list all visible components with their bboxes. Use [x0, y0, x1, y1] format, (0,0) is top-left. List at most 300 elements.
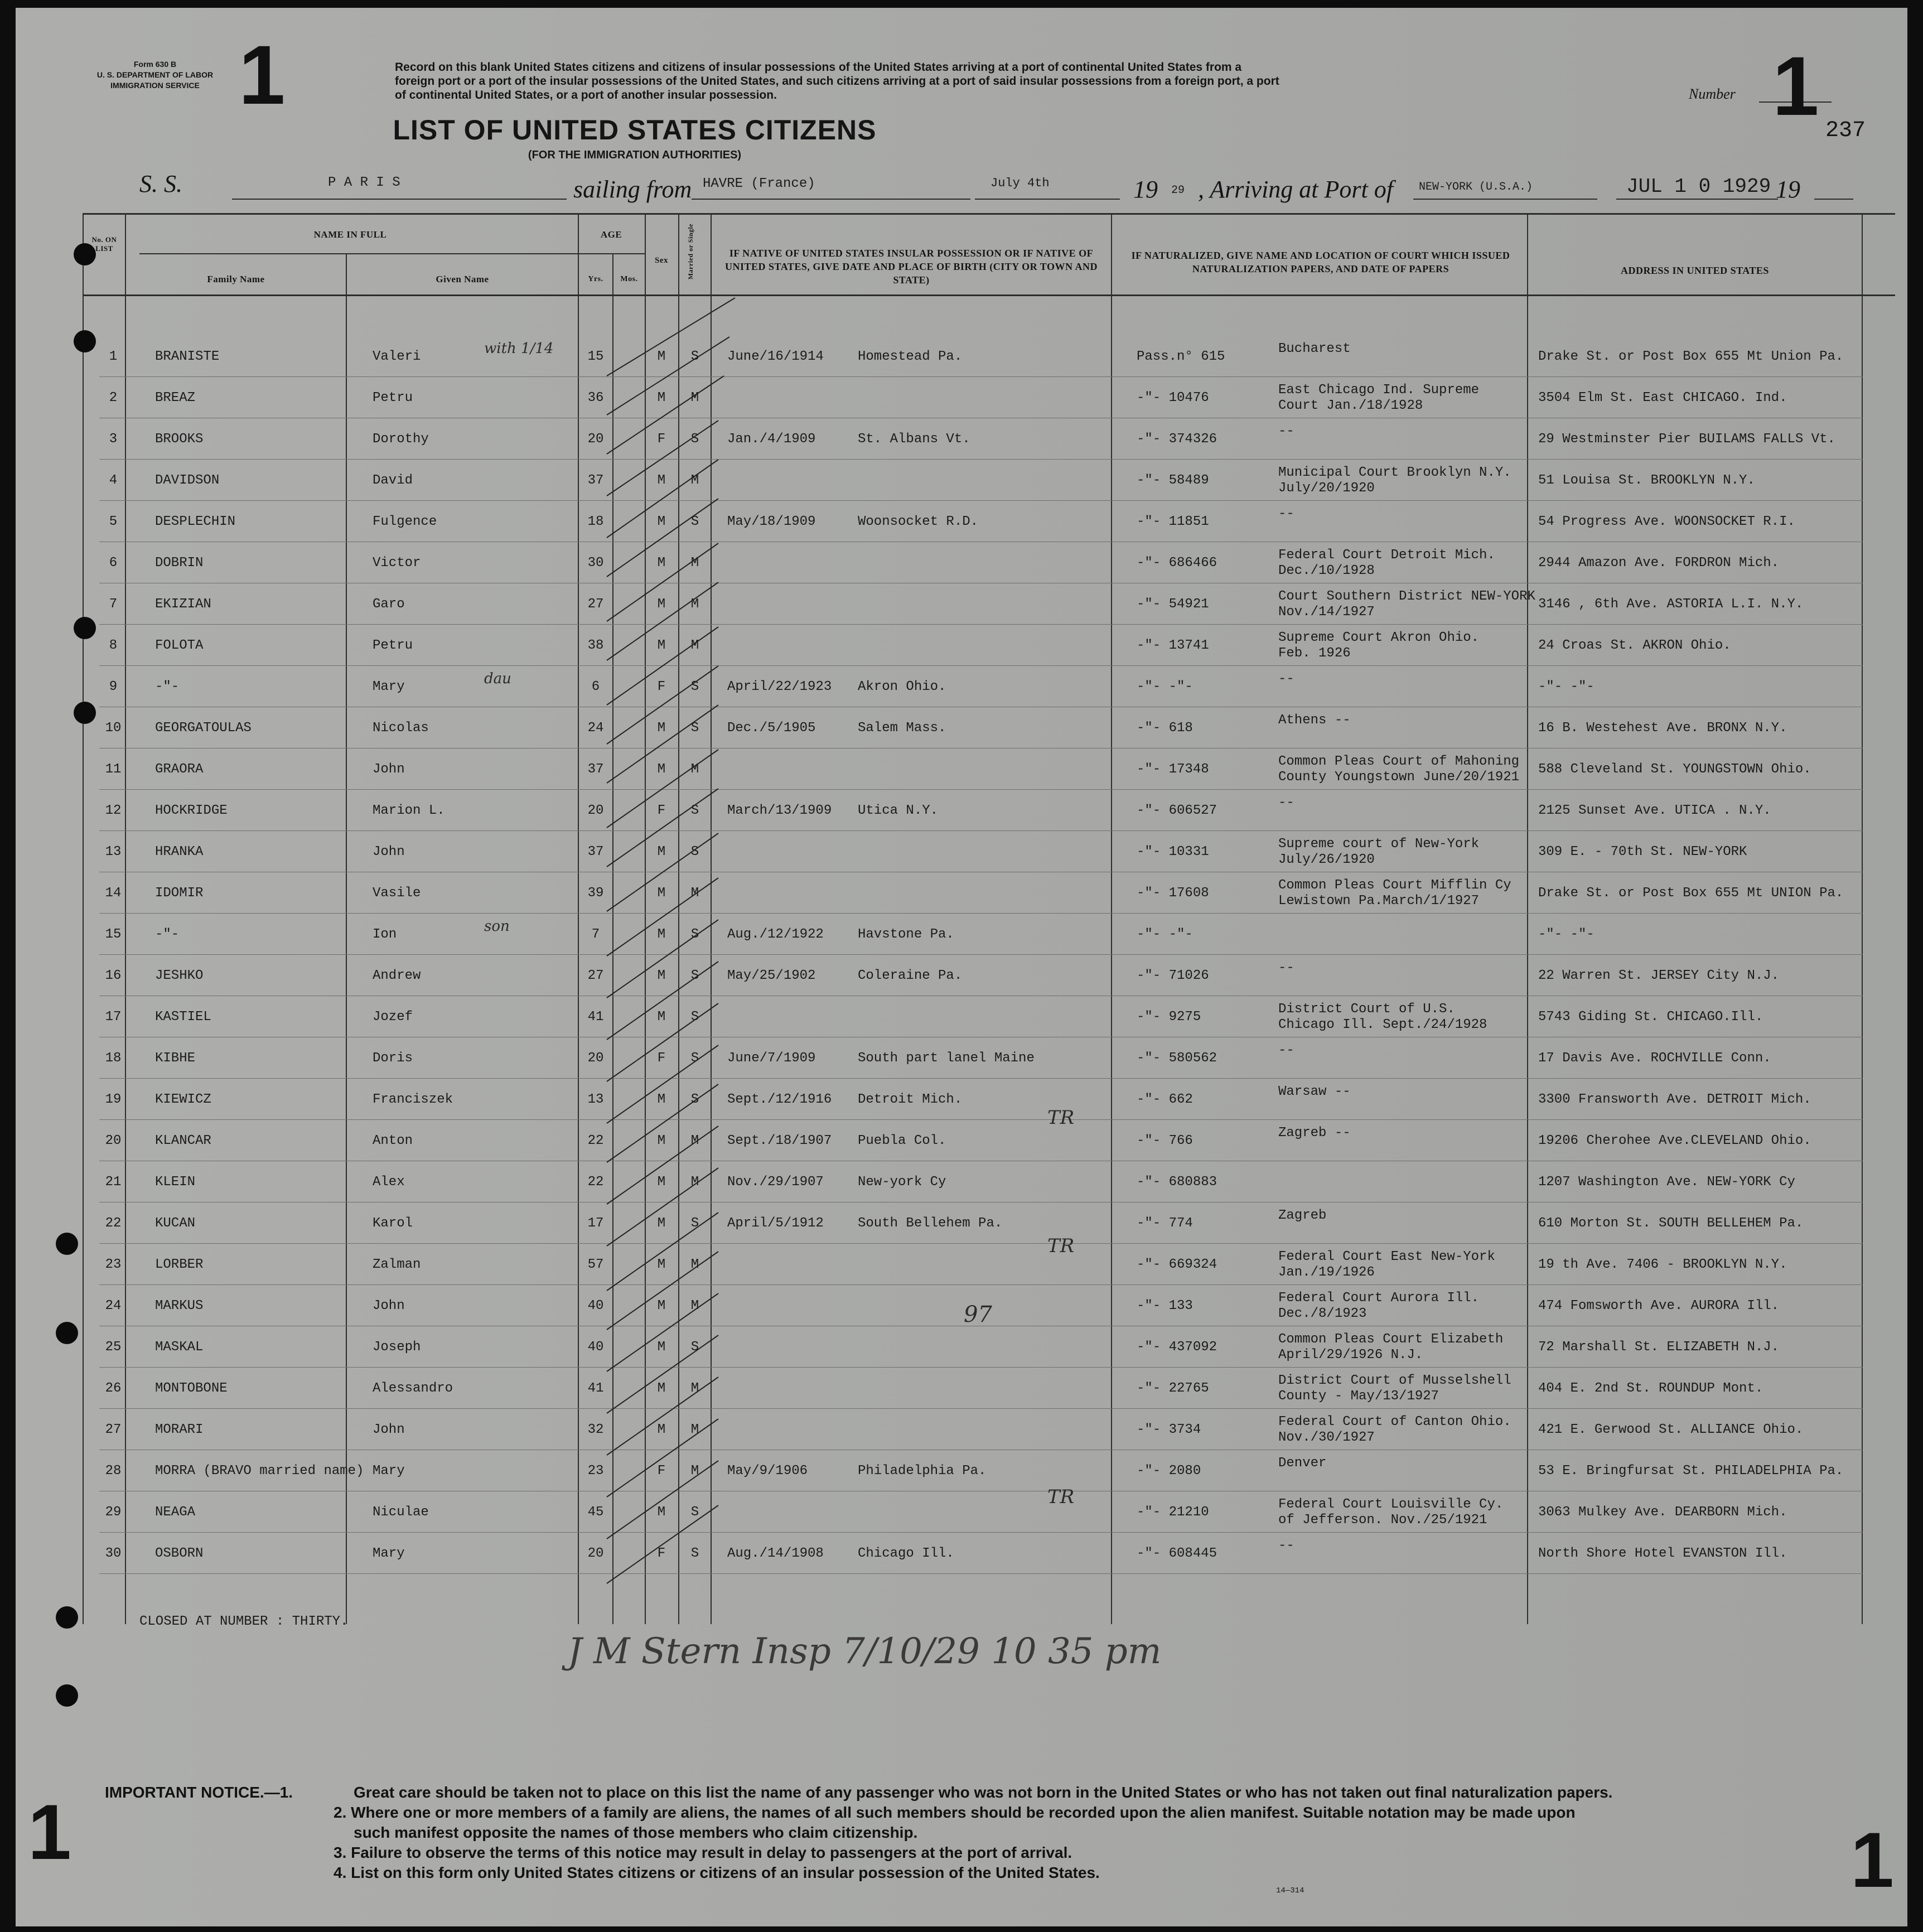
cell-family: IDOMIR — [155, 886, 204, 901]
cell-given: Alex — [373, 1175, 405, 1190]
cell-address: 3504 Elm St. East CHICAGO. Ind. — [1538, 390, 1787, 405]
cell-court-line: Common Pleas Court Elizabeth — [1278, 1332, 1504, 1347]
cell-court-line: Zagreb -- — [1278, 1126, 1351, 1141]
cell-age: 37 — [587, 762, 604, 777]
cell-ms: S — [690, 349, 699, 364]
cell-ms: M — [690, 638, 699, 653]
cell-bdate: April/22/1923 — [727, 679, 832, 694]
ss-label: S. S. — [139, 170, 182, 197]
cell-age: 18 — [587, 514, 604, 529]
cell-bplace: Akron Ohio. — [858, 679, 946, 694]
cell-ms: M — [690, 1257, 699, 1272]
cell-pass: -"- 669324 — [1137, 1257, 1217, 1272]
cell-sex: M — [657, 927, 666, 942]
cell-bdate: May/9/1906 — [727, 1464, 808, 1479]
cell-court2-line: Nov./14/1927 — [1278, 605, 1375, 620]
cell-sex: M — [657, 597, 666, 612]
cell-pass: -"- 580562 — [1137, 1051, 1217, 1066]
cell-address: 421 E. Gerwood St. ALLIANCE Ohio. — [1538, 1422, 1804, 1437]
cell-pass: -"- 54921 — [1137, 597, 1209, 612]
cell-given: Ion — [373, 927, 397, 942]
cell-no: 25 — [105, 1340, 122, 1355]
cell-sex: M — [657, 1133, 666, 1148]
cell-court-line: District Court of U.S. — [1278, 1002, 1455, 1017]
header-no-on-list: No. ON LIST — [91, 235, 117, 253]
cell-given: Joseph — [373, 1340, 421, 1355]
sailing-from-label: sailing from — [573, 176, 692, 203]
cell-age: 40 — [587, 1340, 604, 1355]
cell-age: 22 — [587, 1133, 604, 1148]
cell-court-line: Denver — [1278, 1456, 1327, 1471]
cell-court-line: Federal Court Aurora Ill. — [1278, 1291, 1480, 1306]
cell-bdate: May/18/1909 — [727, 514, 816, 529]
cell-bplace: Philadelphia Pa. — [858, 1464, 987, 1479]
cell-age: 22 — [587, 1175, 604, 1190]
cell-pass: -"- 774 — [1137, 1216, 1193, 1231]
cell-given: Mary — [373, 679, 405, 694]
cell-court-line: -- — [1278, 424, 1294, 439]
cell-age: 15 — [587, 349, 604, 364]
cell-sex: M — [657, 1092, 666, 1107]
cell-ms: S — [690, 1505, 699, 1520]
cell-no: 28 — [105, 1464, 122, 1479]
cell-address: -"- -"- — [1538, 927, 1595, 942]
cell-given: John — [373, 1298, 405, 1313]
cell-no: 2 — [109, 390, 118, 405]
notice-line-1: Great care should be taken not to place on this list the name of any passenger who was not born in the United States or who has not taken out final naturalization papers. — [354, 1784, 1613, 1801]
cell-age: 20 — [587, 803, 604, 818]
header-sex: Sex — [655, 256, 668, 265]
cell-pass: -"- 133 — [1137, 1298, 1193, 1313]
cell-no: 21 — [105, 1175, 122, 1190]
cell-bplace: South Bellehem Pa. — [858, 1216, 1003, 1231]
cell-bplace: Detroit Mich. — [858, 1092, 963, 1107]
cell-no: 8 — [109, 638, 118, 653]
cell-bplace: South part lanel Maine — [858, 1051, 1035, 1066]
punch-hole — [74, 702, 96, 724]
cell-address: 19206 Cherohee Ave.CLEVELAND Ohio. — [1538, 1133, 1811, 1148]
cell-sex: F — [657, 432, 666, 447]
notice-line-3: 3. Failure to observe the terms of this notice may result in delay to passengers at the port of arrival. — [334, 1844, 1072, 1861]
cell-sex: M — [657, 968, 666, 983]
cell-address: North Shore Hotel EVANSTON Ill. — [1538, 1546, 1787, 1561]
document-subtitle: (FOR THE IMMIGRATION AUTHORITIES) — [528, 149, 742, 161]
header-given-name: Given Name — [436, 274, 489, 284]
cell-age: 23 — [587, 1464, 604, 1479]
cell-bplace: New-york Cy — [858, 1175, 946, 1190]
cell-sex: M — [657, 1010, 666, 1025]
cell-age: 27 — [587, 597, 604, 612]
cell-sex: M — [657, 556, 666, 571]
cell-bplace: Havstone Pa. — [858, 927, 954, 942]
cell-age: 6 — [591, 679, 600, 694]
header-address: ADDRESS IN UNITED STATES — [1621, 265, 1769, 276]
cell-sex: F — [657, 679, 666, 694]
cell-court-line: -- — [1278, 795, 1294, 810]
print-code: 14—314 — [1276, 1886, 1304, 1895]
cell-court-line: East Chicago Ind. Supreme — [1278, 383, 1480, 398]
cell-no: 3 — [109, 432, 118, 447]
cell-ms: S — [690, 927, 699, 942]
cell-sex: M — [657, 1340, 666, 1355]
cell-court2-line: July/26/1920 — [1278, 852, 1375, 867]
cell-bdate: Sept./18/1907 — [727, 1133, 832, 1148]
cell-court-line: Municipal Court Brooklyn N.Y. — [1278, 465, 1511, 480]
cell-age: 13 — [587, 1092, 604, 1107]
cell-no: 9 — [109, 679, 118, 694]
cell-court-line: Common Pleas Court of Mahoning — [1278, 754, 1520, 769]
cell-given: Jozef — [373, 1010, 413, 1025]
cell-sex: M — [657, 1216, 666, 1231]
cell-pass: -"- 3734 — [1137, 1422, 1201, 1437]
cell-age: 41 — [587, 1381, 604, 1396]
cell-no: 5 — [109, 514, 118, 529]
cell-ms: S — [690, 1092, 699, 1107]
inspector-signature: J M Stern Insp 7/10/29 10 35 pm — [568, 1631, 1162, 1672]
cell-given: John — [373, 844, 405, 859]
cell-court2-line: Dec./8/1923 — [1278, 1306, 1367, 1321]
header-age: AGE — [600, 229, 622, 240]
cell-family: KLEIN — [155, 1175, 196, 1190]
cell-address: 309 E. - 70th St. NEW-YORK — [1538, 844, 1747, 859]
form-number: Form 630 B — [133, 60, 177, 69]
cell-court2-line: County Youngstown June/20/1921 — [1278, 770, 1520, 785]
cell-court-line: Zagreb — [1278, 1208, 1327, 1223]
form-page — [16, 8, 1907, 1926]
header-naturalization: IF NATURALIZED, GIVE NAME AND LOCATION OF COURT WHICH ISSUED NATURALIZATION PAPERS, AND DATE OF PAPERS — [1131, 250, 1510, 274]
cell-given: Marion L. — [373, 803, 445, 818]
cell-bdate: April/5/1912 — [727, 1216, 824, 1231]
cell-sex: M — [657, 1298, 666, 1313]
cell-court-line: Supreme court of New-York — [1278, 837, 1480, 852]
cell-court-line: Federal Court Louisville Cy. — [1278, 1497, 1504, 1512]
cell-ms: M — [690, 1298, 699, 1313]
list-number: 1 — [1772, 39, 1819, 133]
cell-family: NEAGA — [155, 1505, 196, 1520]
cell-family: FOLOTA — [155, 638, 204, 653]
cell-given: Alessandro — [373, 1381, 453, 1396]
cell-address: 29 Westminster Pier BUILAMS FALLS Vt. — [1538, 432, 1835, 447]
cell-address: 1207 Washington Ave. NEW-YORK Cy — [1538, 1175, 1795, 1190]
cell-court-line: Federal Court East New-York — [1278, 1249, 1495, 1264]
cell-address: -"- -"- — [1538, 679, 1595, 694]
cell-court-line: Supreme Court Akron Ohio. — [1278, 630, 1480, 645]
cell-ms: M — [690, 1175, 699, 1190]
cell-ms: M — [690, 473, 699, 488]
cell-family: -"- — [155, 679, 180, 694]
cell-no: 6 — [109, 556, 118, 571]
corner-mark-right: 1 — [1850, 1816, 1894, 1904]
cell-address: 22 Warren St. JERSEY City N.J. — [1538, 968, 1780, 983]
cell-bdate: June/7/1909 — [727, 1051, 816, 1066]
cell-pass: -"- 9275 — [1137, 1010, 1201, 1025]
service-name: IMMIGRATION SERVICE — [110, 81, 200, 90]
cell-court2-line: Nov./30/1927 — [1278, 1430, 1375, 1445]
cell-court-line: -- — [1278, 960, 1294, 975]
cell-pass: -"- 10476 — [1137, 390, 1209, 405]
cell-court-line: Court Southern District NEW-YORK — [1278, 589, 1535, 604]
header-married-or-single: Married or Single — [687, 223, 694, 280]
cell-bplace: Puebla Col. — [858, 1133, 946, 1148]
cell-family: MORARI — [155, 1422, 204, 1437]
header-family-name: Family Name — [207, 274, 265, 284]
cell-age: 30 — [587, 556, 604, 571]
cell-court2-line: Chicago Ill. Sept./24/1928 — [1278, 1017, 1487, 1032]
cell-no: 17 — [105, 1010, 122, 1025]
cell-family: GRAORA — [155, 762, 204, 777]
sailing-date: July 4th — [991, 176, 1050, 190]
cell-court2-line: Dec./10/1928 — [1278, 563, 1375, 578]
cell-bplace: Woonsocket R.D. — [858, 514, 979, 529]
cell-no: 15 — [105, 927, 122, 942]
cell-family: DESPLECHIN — [155, 514, 236, 529]
cell-given: Andrew — [373, 968, 421, 983]
cell-pass: -"- 58489 — [1137, 473, 1209, 488]
cell-note: with 1/14 — [484, 340, 554, 357]
arrival-date-stamp: JUL 1 0 1929 — [1626, 175, 1771, 198]
cell-address: 51 Louisa St. BROOKLYN N.Y. — [1538, 473, 1755, 488]
margin-note-tr: TR — [1047, 1486, 1075, 1508]
cell-bdate: May/25/1902 — [727, 968, 816, 983]
cell-sex: F — [657, 803, 666, 818]
cell-family: HRANKA — [155, 844, 204, 859]
cell-bdate: June/16/1914 — [727, 349, 824, 364]
ship-name: P A R I S — [328, 175, 400, 190]
cell-no: 12 — [105, 803, 122, 818]
cell-pass: -"- 22765 — [1137, 1381, 1209, 1396]
cell-bplace: Coleraine Pa. — [858, 968, 963, 983]
cell-sex: M — [657, 844, 666, 859]
cell-pass: -"- 17608 — [1137, 886, 1209, 901]
cell-age: 32 — [587, 1422, 604, 1437]
cell-ms: S — [690, 432, 699, 447]
cell-pass: -"- 374326 — [1137, 432, 1217, 447]
year-suffix: 19 — [1776, 176, 1800, 203]
year-prefix: 19 — [1133, 176, 1158, 203]
punch-hole — [56, 1233, 78, 1255]
margin-note-tr: TR — [1047, 1235, 1075, 1257]
cell-ms: S — [690, 968, 699, 983]
cell-court2-line: Lewistown Pa.March/1/1927 — [1278, 893, 1480, 909]
cell-given: David — [373, 473, 413, 488]
cell-given: Fulgence — [373, 514, 437, 529]
cell-age: 17 — [587, 1216, 604, 1231]
cell-family: MONTOBONE — [155, 1381, 228, 1396]
notice-line-4: 4. List on this form only United States citizens or citizens of an insular possession of the United States. — [334, 1864, 1100, 1881]
cell-bdate: Nov./29/1907 — [727, 1175, 824, 1190]
cell-bplace: Salem Mass. — [858, 721, 946, 736]
instruction-line: Record on this blank United States citizens and citizens of insular possessions of the United States arriving at a port of continental United States from a — [395, 61, 1242, 74]
cell-address: 54 Progress Ave. WOONSOCKET R.I. — [1538, 514, 1795, 529]
cell-sex: M — [657, 886, 666, 901]
cell-given: Karol — [373, 1216, 413, 1231]
cell-no: 22 — [105, 1216, 122, 1231]
cell-age: 41 — [587, 1010, 604, 1025]
cell-family: BREAZ — [155, 390, 196, 405]
punch-hole — [74, 617, 96, 639]
pen-strokes — [607, 298, 735, 1583]
cell-no: 23 — [105, 1257, 122, 1272]
cell-bplace: St. Albans Vt. — [858, 432, 970, 447]
cell-family: DOBRIN — [155, 556, 204, 571]
cell-age: 36 — [587, 390, 604, 405]
cell-age: 39 — [587, 886, 604, 901]
cell-address: 474 Fomsworth Ave. AURORA Ill. — [1538, 1298, 1780, 1313]
cell-given: Valeri — [373, 349, 421, 364]
cell-ms: S — [690, 1051, 699, 1066]
notice-line-2: 2. Where one or more members of a family are aliens, the names of all such members should be recorded upon the alien manifest. Suitable notation may be made upon — [334, 1804, 1576, 1821]
cell-no: 18 — [105, 1051, 122, 1066]
cell-pass: -"- 13741 — [1137, 638, 1209, 653]
cell-no: 24 — [105, 1298, 122, 1313]
cell-pass: -"- 11851 — [1137, 514, 1209, 529]
cell-pass: -"- 766 — [1137, 1133, 1193, 1148]
cell-bplace: Homestead Pa. — [858, 349, 963, 364]
cell-ms: S — [690, 514, 699, 529]
sailing-year: 29 — [1171, 184, 1185, 197]
cell-family: KIBHE — [155, 1051, 196, 1066]
cell-no: 4 — [109, 473, 118, 488]
cell-sex: M — [657, 390, 666, 405]
cell-family: MARKUS — [155, 1298, 204, 1313]
cell-address: 3300 Fransworth Ave. DETROIT Mich. — [1538, 1092, 1811, 1107]
cell-ms: M — [690, 886, 699, 901]
cell-sex: M — [657, 1381, 666, 1396]
cell-given: Zalman — [373, 1257, 421, 1272]
arrival-port: NEW-YORK (U.S.A.) — [1419, 181, 1533, 194]
cell-ms: M — [690, 1133, 699, 1148]
cell-sex: M — [657, 1422, 666, 1437]
cell-given: Nicolas — [373, 721, 429, 736]
cell-no: 16 — [105, 968, 122, 983]
cell-age: 37 — [587, 844, 604, 859]
cell-no: 14 — [105, 886, 122, 901]
cell-court-line: Athens -- — [1278, 713, 1351, 728]
cell-age: 27 — [587, 968, 604, 983]
cell-age: 24 — [587, 721, 604, 736]
cell-address: 19 th Ave. 7406 - BROOKLYN N.Y. — [1538, 1257, 1787, 1272]
header-months: Mos. — [620, 275, 638, 283]
cell-no: 10 — [105, 721, 122, 736]
cell-given: Niculae — [373, 1505, 429, 1520]
cell-address: 72 Marshall St. ELIZABETH N.J. — [1538, 1340, 1780, 1355]
cell-no: 29 — [105, 1505, 122, 1520]
cell-pass: -"- 437092 — [1137, 1340, 1217, 1355]
cell-sex: M — [657, 1257, 666, 1272]
cell-court2-line: Feb. 1926 — [1278, 646, 1351, 661]
cell-family: MASKAL — [155, 1340, 204, 1355]
cell-bplace: Chicago Ill. — [858, 1546, 954, 1561]
cell-address: Drake St. or Post Box 655 Mt Union Pa. — [1538, 349, 1844, 364]
cell-address: 2125 Sunset Ave. UTICA . N.Y. — [1538, 803, 1771, 818]
cell-address: Drake St. or Post Box 655 Mt UNION Pa. — [1538, 886, 1844, 901]
cell-pass: -"- 17348 — [1137, 762, 1209, 777]
cell-bdate: March/13/1909 — [727, 803, 832, 818]
cell-sex: M — [657, 721, 666, 736]
cell-bdate: Aug./12/1922 — [727, 927, 824, 942]
cell-given: Mary — [373, 1546, 405, 1561]
instruction-line: foreign port or a port of the insular possessions of the United States, and such citizens arriving at a port of said insular possessions from a foreign port, a port — [395, 75, 1279, 88]
cell-pass: -"- 618 — [1137, 721, 1193, 736]
notice-line-2-continued: such manifest opposite the names of those members who claim citizenship. — [354, 1824, 918, 1841]
cell-no: 30 — [105, 1546, 122, 1561]
cell-bdate: Sept./12/1916 — [727, 1092, 832, 1107]
punch-hole — [56, 1322, 78, 1344]
cell-family: GEORGATOULAS — [155, 721, 252, 736]
cell-family: KASTIEL — [155, 1010, 211, 1025]
cell-court2-line: July/20/1920 — [1278, 481, 1375, 496]
header-birth-details: IF NATIVE OF UNITED STATES INSULAR POSSESSION OR IF NATIVE OF UNITED STATES, GIVE DATE AND PLACE OF BIRTH (CITY OR TOWN AND STATE) — [725, 248, 1098, 286]
cell-address: 53 E. Bringfursat St. PHILADELPHIA Pa. — [1538, 1464, 1844, 1479]
cell-age: 38 — [587, 638, 604, 653]
cell-address: 24 Croas St. AKRON Ohio. — [1538, 638, 1731, 653]
cell-family: HOCKRIDGE — [155, 803, 228, 818]
cell-no: 7 — [109, 597, 118, 612]
cell-given: Petru — [373, 390, 413, 405]
cell-pass: -"- 21210 — [1137, 1505, 1209, 1520]
cell-address: 3063 Mulkey Ave. DEARBORN Mich. — [1538, 1505, 1787, 1520]
closing-statement: CLOSED AT NUMBER : THIRTY. — [139, 1614, 349, 1629]
cell-address: 2944 Amazon Ave. FORDRON Mich. — [1538, 556, 1780, 571]
cell-pass: -"- 2080 — [1137, 1464, 1201, 1479]
cell-address: 3146 , 6th Ave. ASTORIA L.I. N.Y. — [1538, 597, 1804, 612]
cell-pass: -"- 680883 — [1137, 1175, 1217, 1190]
cell-sex: F — [657, 1546, 666, 1561]
cell-ms: S — [690, 803, 699, 818]
department-name: U. S. DEPARTMENT OF LABOR — [96, 70, 214, 79]
cell-ms: M — [690, 762, 699, 777]
cell-sex: M — [657, 514, 666, 529]
cell-court-line: Federal Court Detroit Mich. — [1278, 548, 1495, 563]
cell-court2-line: April/29/1926 N.J. — [1278, 1347, 1423, 1363]
cell-pass: -"- 662 — [1137, 1092, 1193, 1107]
cell-family: BRANISTE — [155, 349, 220, 364]
margin-note-number: 97 — [964, 1302, 992, 1327]
cell-ms: S — [690, 1546, 699, 1561]
cell-given: Petru — [373, 638, 413, 653]
cell-given: Franciszek — [373, 1092, 453, 1107]
cell-given: Doris — [373, 1051, 413, 1066]
cell-given: Garo — [373, 597, 405, 612]
cell-family: KLANCAR — [155, 1133, 211, 1148]
cell-sex: M — [657, 473, 666, 488]
cell-pass: -"- 686466 — [1137, 556, 1217, 571]
cell-court-line: District Court of Musselshell — [1278, 1373, 1511, 1388]
cell-address: 17 Davis Ave. ROCHVILLE Conn. — [1538, 1051, 1771, 1066]
punch-hole — [74, 330, 96, 352]
cell-family: JESHKO — [155, 968, 204, 983]
cell-no: 19 — [105, 1092, 122, 1107]
cell-ms: S — [690, 1216, 699, 1231]
cell-court2-line: Court Jan./18/1928 — [1278, 398, 1423, 413]
cell-pass: Pass.n° 615 — [1137, 349, 1225, 364]
cell-bplace: Utica N.Y. — [858, 803, 939, 818]
cell-address: 16 B. Westehest Ave. BRONX N.Y. — [1538, 721, 1787, 736]
cell-court2-line: of Jefferson. Nov./25/1921 — [1278, 1513, 1487, 1528]
cell-pass: -"- 10331 — [1137, 844, 1209, 859]
header-name-in-full: NAME IN FULL — [313, 229, 387, 240]
cell-given: John — [373, 762, 405, 777]
cell-given: Victor — [373, 556, 421, 571]
cell-court-line: -- — [1278, 1538, 1294, 1553]
departure-port: HAVRE (France) — [703, 176, 815, 191]
cell-address: 610 Morton St. SOUTH BELLEHEM Pa. — [1538, 1216, 1804, 1231]
cell-note: dau — [484, 670, 511, 687]
cell-pass: -"- 71026 — [1137, 968, 1209, 983]
cell-bdate: Aug./14/1908 — [727, 1546, 824, 1561]
cell-ms: M — [690, 556, 699, 571]
cell-ms: M — [690, 1464, 699, 1479]
